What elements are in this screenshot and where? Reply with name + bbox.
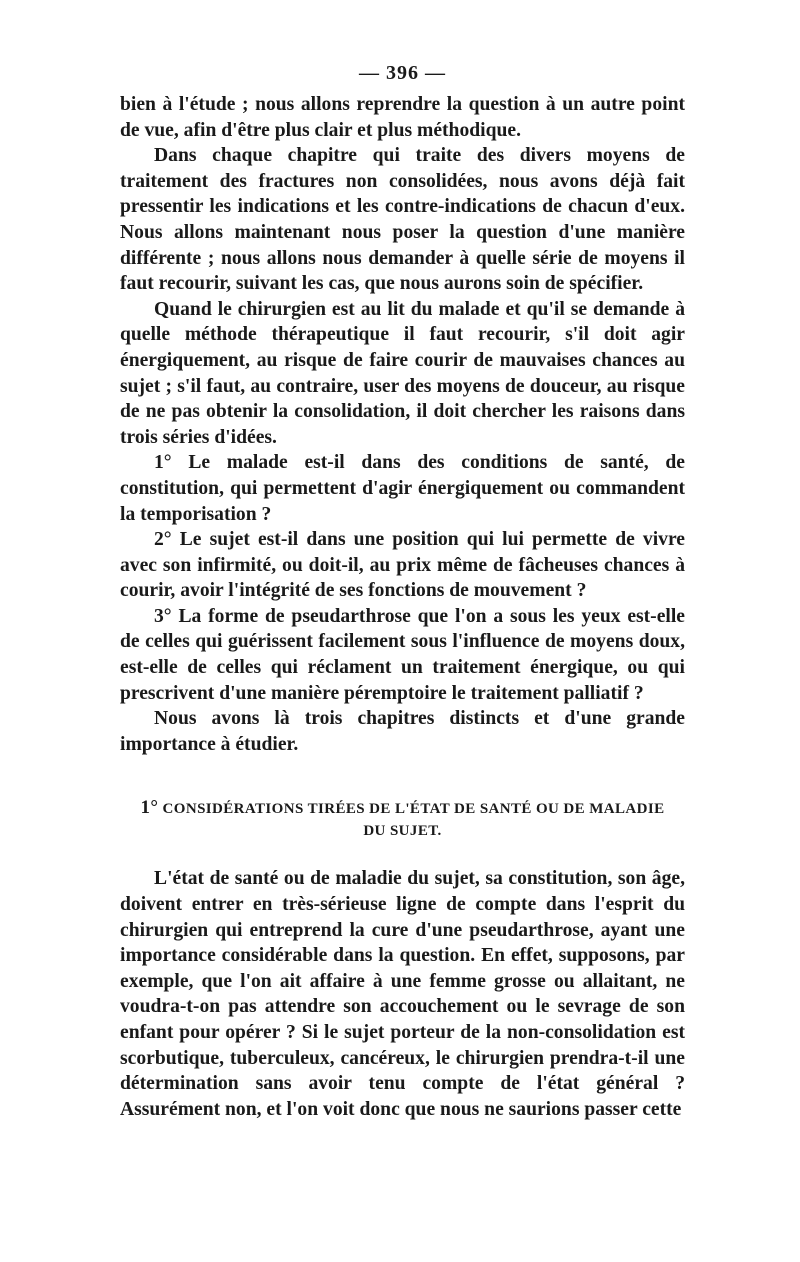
list-item-3: 3° La forme de pseudarthrose que l'on a sous les yeux est-elle de celles qui guérissent facilement sous l'influence de moyens doux, est-elle de celles qui réclament un traitement énergique, ou qui prescrivent d'une manière péremptoire le traitement palliatif ? — [120, 605, 685, 704]
section-heading-line-1 — [120, 797, 685, 820]
page-number: — 396 — — [359, 62, 446, 84]
paragraph-indications: Dans chaque chapitre qui traite des divers moyens de traitement des fractures non consolidées, nous avons déjà fait pressentir les indications et les contre-indications de chacun d'eux. Nous allons maintenant nous poser la question d'une manière différente ; nous allons nous demander à quelle série de moyens il faut recourir, suivant les cas, que nous aurons soin de spécifier. — [120, 145, 685, 295]
section-heading — [120, 797, 685, 842]
paragraph-chirurgien: Quand le chirurgien est au lit du malade et qu'il se demande à quelle méthode thérapeutique il faut recourir, s'il doit agir énergiquement, au risque de faire courir de mauvaises chances au sujet ; s'il faut, au contraire, user des moyens de douceur, au risque de ne pas obtenir la consolidation, il doit chercher les raisons dans trois séries d'idées. — [120, 298, 685, 448]
section-title-text: CONSIDÉRATIONS TIRÉES DE L'ÉTAT DE SANTÉ OU DE MALADIE — [162, 801, 665, 818]
list-item-1: 1° Le malade est-il dans des conditions de santé, de constitution, qui permettent d'agir énergiquement ou commandent la temporisation ? — [120, 452, 685, 525]
paragraph-chapitres: Nous avons là trois chapitres distincts et d'une grande importance à étudier. — [120, 708, 685, 755]
section-number: 1° — [140, 797, 159, 819]
paragraph-etat-de-sante: L'état de santé ou de maladie du sujet, sa constitution, son âge, doivent entrer en très-sérieuse ligne de compte dans l'esprit du chirurgien qui entreprend la cure d'une pseudarthrose, ayant une importance considérable dans la question. En effet, supposons, par exemple, que l'on ait affaire à une femme grosse ou allaitant, ne voudra-t-on pas attendre son accouchement ou le sevrage de son enfant pour opérer ? Si le sujet porteur de la non-consolidation est scorbutique, tuberculeux, cancéreux, le chirurgien prendra-t-il une détermination sans avoir tenu compte de l'état général ? Assurément non, et l'on voit donc que nous ne saurions passer cette — [120, 868, 685, 1120]
paragraph-continuation: bien à l'étude ; nous allons reprendre la question à un autre point de vue, afin d'être plus clair et plus méthodique. — [120, 94, 685, 141]
book-page — [120, 60, 685, 1122]
list-item-2: 2° Le sujet est-il dans une position qui lui permette de vivre avec son infirmité, ou doit-il, au prix même de fâcheuses chances à courir, avoir l'intégrité de ses fonctions de mouvement ? — [120, 529, 685, 602]
section-heading-line-2: DU SUJET. — [363, 823, 442, 840]
